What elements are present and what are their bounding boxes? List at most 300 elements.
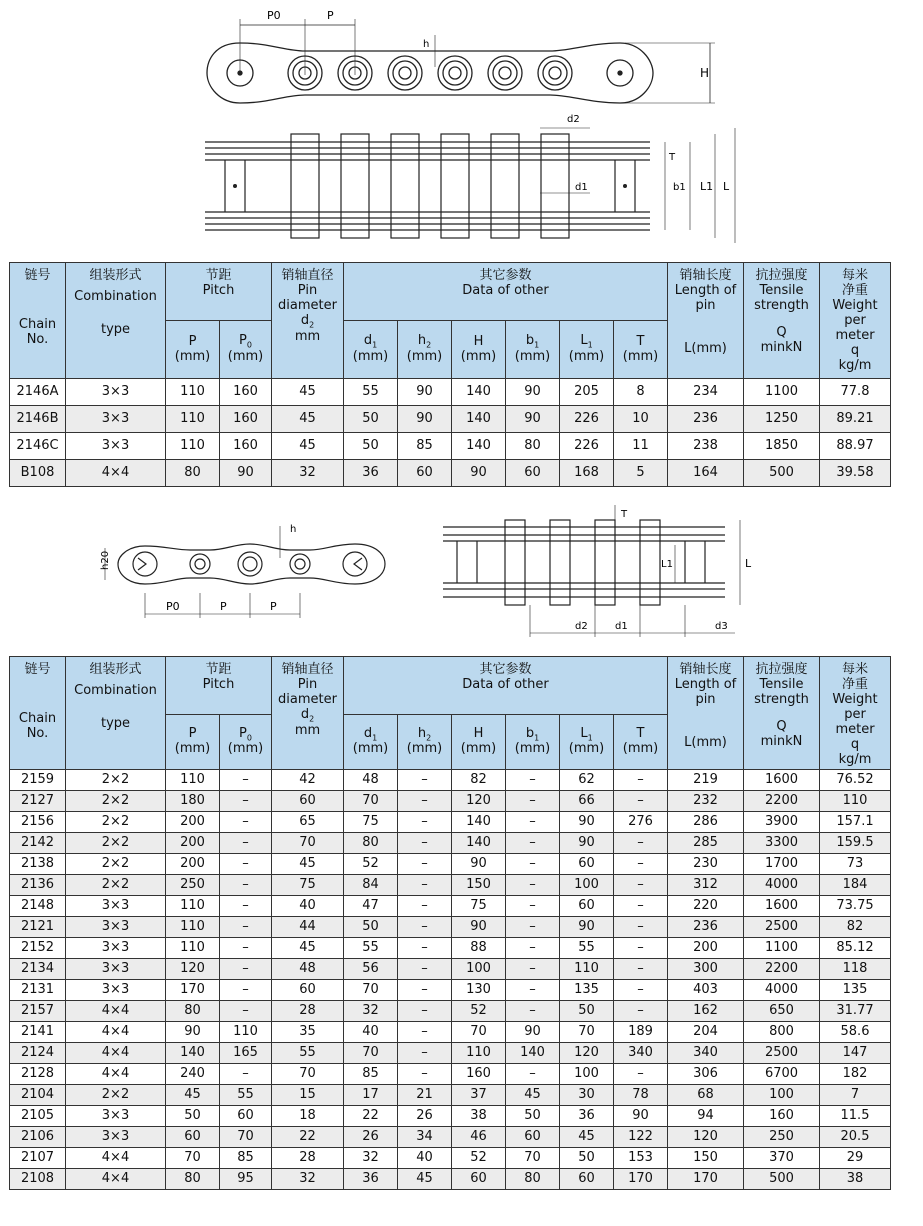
table-cell: 500 [744, 1169, 820, 1190]
table-cell: 80 [506, 1169, 560, 1190]
label-L-2: L [745, 557, 752, 570]
table-cell: – [506, 875, 560, 896]
table-cell: – [614, 980, 668, 1001]
table-cell: 80 [166, 460, 220, 487]
table-row [10, 791, 891, 812]
table-cell: 110 [166, 770, 220, 791]
table-cell: 90 [452, 917, 506, 938]
table-cell: – [220, 770, 272, 791]
table-cell: 2×2 [66, 854, 166, 875]
table-cell: 3×3 [66, 917, 166, 938]
table-cell: – [220, 959, 272, 980]
table-cell: 58.6 [820, 1022, 891, 1043]
header-combination: 组装形式 Combination type [66, 263, 166, 379]
table-row [10, 406, 891, 433]
table-row [10, 917, 891, 938]
table-cell: 42 [272, 770, 344, 791]
table-row [10, 959, 891, 980]
table-cell: 45 [506, 1085, 560, 1106]
label-h20: h20 [100, 550, 111, 570]
table-cell: 2×2 [66, 770, 166, 791]
table-cell: 184 [820, 875, 891, 896]
table-cell: 147 [820, 1043, 891, 1064]
table-cell: 82 [452, 770, 506, 791]
table-cell: 48 [344, 770, 398, 791]
table-cell: – [506, 812, 560, 833]
label-h-2: h [290, 524, 297, 535]
table-cell: 70 [506, 1148, 560, 1169]
table-cell: 45 [272, 938, 344, 959]
table-cell: 2136 [10, 875, 66, 896]
header-h2: $h_2$ (mm) [398, 321, 452, 379]
table-cell: 3×3 [66, 1106, 166, 1127]
table-row [10, 896, 891, 917]
table-cell: 3×3 [66, 1127, 166, 1148]
table-cell: 52 [344, 854, 398, 875]
table-cell: 240 [166, 1064, 220, 1085]
table-cell: – [506, 959, 560, 980]
table-cell: 30 [560, 1085, 614, 1106]
table-cell: 90 [452, 854, 506, 875]
table-cell: 650 [744, 1001, 820, 1022]
table-cell: 32 [272, 1169, 344, 1190]
header-pin-length: 销轴长度 Length of pin L(mm) [668, 657, 744, 770]
table-cell: – [398, 875, 452, 896]
table-cell: 2×2 [66, 875, 166, 896]
table-cell: 110 [220, 1022, 272, 1043]
table-cell: 340 [614, 1043, 668, 1064]
table-cell: 140 [452, 379, 506, 406]
table-cell: 26 [344, 1127, 398, 1148]
table-cell: 2146C [10, 433, 66, 460]
table-cell: 2106 [10, 1127, 66, 1148]
table-cell: – [614, 833, 668, 854]
table-cell: 2157 [10, 1001, 66, 1022]
table-cell: 157.1 [820, 812, 891, 833]
table-cell: – [614, 770, 668, 791]
table-cell: 77.8 [820, 379, 891, 406]
table-cell: 90 [560, 917, 614, 938]
table-cell: – [506, 770, 560, 791]
table-cell: 3×3 [66, 406, 166, 433]
table-cell: 2200 [744, 791, 820, 812]
table-cell: 200 [166, 854, 220, 875]
table-cell: 73.75 [820, 896, 891, 917]
table-cell: 90 [506, 379, 560, 406]
table-row [10, 833, 891, 854]
header-weight: 每米 净重 Weight per meter q kg/m [820, 657, 891, 770]
table-cell: 120 [668, 1127, 744, 1148]
table-cell: 39.58 [820, 460, 891, 487]
table-cell: 88.97 [820, 433, 891, 460]
table-cell: 500 [744, 460, 820, 487]
table-cell: 2×2 [66, 812, 166, 833]
table-cell: 52 [452, 1148, 506, 1169]
table-cell: 38 [820, 1169, 891, 1190]
table-cell: – [614, 791, 668, 812]
header-H: H (mm) [452, 321, 506, 379]
label-d1-2: d1 [615, 621, 628, 632]
table-cell: 70 [452, 1022, 506, 1043]
table-cell: 130 [452, 980, 506, 1001]
table-cell: 1100 [744, 379, 820, 406]
table-cell: 47 [344, 896, 398, 917]
label-p: P [327, 9, 334, 22]
table-cell: 70 [220, 1127, 272, 1148]
table-cell: 170 [614, 1169, 668, 1190]
table-cell: 56 [344, 959, 398, 980]
table-cell: 150 [668, 1148, 744, 1169]
table-cell: 31.77 [820, 1001, 891, 1022]
table-cell: 200 [668, 938, 744, 959]
table-cell: 90 [452, 460, 506, 487]
table-row [10, 854, 891, 875]
header-pitch: 节距 Pitch [166, 657, 272, 715]
table-cell: 52 [452, 1001, 506, 1022]
table-cell: 40 [398, 1148, 452, 1169]
table-cell: 276 [614, 812, 668, 833]
table-cell: 45 [272, 854, 344, 875]
table-cell: 75 [272, 875, 344, 896]
table-cell: – [614, 896, 668, 917]
table-cell: 66 [560, 791, 614, 812]
table-cell: 60 [166, 1127, 220, 1148]
table-cell: 234 [668, 379, 744, 406]
table-cell: 32 [272, 460, 344, 487]
table-cell: 50 [506, 1106, 560, 1127]
table-cell: – [220, 854, 272, 875]
table-cell: 45 [398, 1169, 452, 1190]
table-cell: 36 [344, 1169, 398, 1190]
header-h2: $h_2$ (mm) [398, 715, 452, 770]
table-cell: 2159 [10, 770, 66, 791]
header-chain-no: 链号 Chain No. [10, 263, 66, 379]
table-cell: – [398, 1043, 452, 1064]
table-cell: 22 [272, 1127, 344, 1148]
table-cell: 160 [452, 1064, 506, 1085]
table-cell: 2134 [10, 959, 66, 980]
table-cell: 7 [820, 1085, 891, 1106]
table-cell: 90 [398, 379, 452, 406]
table-cell: 46 [452, 1127, 506, 1148]
table-cell: 110 [166, 406, 220, 433]
table-cell: 55 [344, 938, 398, 959]
table-cell: 50 [166, 1106, 220, 1127]
header-H: H (mm) [452, 715, 506, 770]
table-cell: – [220, 875, 272, 896]
table-cell: – [614, 917, 668, 938]
table-cell: 70 [166, 1148, 220, 1169]
table-cell: 2×2 [66, 833, 166, 854]
header-p0: $P_0$ (mm) [220, 321, 272, 379]
table-cell: 76.52 [820, 770, 891, 791]
table-cell: 48 [272, 959, 344, 980]
table-cell: – [506, 833, 560, 854]
table-cell: 2108 [10, 1169, 66, 1190]
table-cell: 189 [614, 1022, 668, 1043]
label-d2-2: d2 [575, 621, 588, 632]
table-cell: 170 [668, 1169, 744, 1190]
table-cell: – [614, 875, 668, 896]
table-cell: 1250 [744, 406, 820, 433]
table-cell: 160 [744, 1106, 820, 1127]
table-cell: 80 [344, 833, 398, 854]
table-cell: 50 [560, 1001, 614, 1022]
table-cell: – [398, 1064, 452, 1085]
label-p0-2: P0 [166, 600, 180, 613]
header-L1: $L_1$ (mm) [560, 321, 614, 379]
table-cell: – [614, 938, 668, 959]
table-cell: 35 [272, 1022, 344, 1043]
table-row [10, 379, 891, 406]
table-row [10, 1001, 891, 1022]
table-cell: 3300 [744, 833, 820, 854]
table-cell: 2127 [10, 791, 66, 812]
table-cell: – [220, 896, 272, 917]
table-cell: 60 [506, 460, 560, 487]
table-cell: 70 [560, 1022, 614, 1043]
table-cell: 1700 [744, 854, 820, 875]
table-cell: – [220, 917, 272, 938]
table-cell: – [506, 917, 560, 938]
table-cell: 45 [272, 433, 344, 460]
table-row [10, 1148, 891, 1169]
table-cell: 80 [166, 1169, 220, 1190]
table-cell: 110 [560, 959, 614, 980]
table-cell: 140 [166, 1043, 220, 1064]
table-cell: 11.5 [820, 1106, 891, 1127]
table-cell: 168 [560, 460, 614, 487]
table-cell: 110 [166, 433, 220, 460]
table-cell: 238 [668, 433, 744, 460]
table-cell: 2500 [744, 917, 820, 938]
table-cell: 150 [452, 875, 506, 896]
table-row [10, 770, 891, 791]
table-cell: 219 [668, 770, 744, 791]
table-cell: 75 [344, 812, 398, 833]
table-cell: 180 [166, 791, 220, 812]
table-cell: 120 [166, 959, 220, 980]
table-row [10, 875, 891, 896]
header-pitch: 节距 Pitch [166, 263, 272, 321]
header-L1: $L_1$ (mm) [560, 715, 614, 770]
table-cell: 120 [560, 1043, 614, 1064]
header-pin-diameter: 销轴直径 Pin diameter $d_2$ mm [272, 657, 344, 770]
table-cell: 306 [668, 1064, 744, 1085]
header-pin-length: 销轴长度 Length of pin L(mm) [668, 263, 744, 379]
table-cell: 37 [452, 1085, 506, 1106]
table-cell: – [398, 917, 452, 938]
header-d1: $d_1$ (mm) [344, 321, 398, 379]
table-cell: 20.5 [820, 1127, 891, 1148]
table-cell: – [220, 833, 272, 854]
table-cell: 285 [668, 833, 744, 854]
header-tensile: 抗拉强度 Tensile strength Q minkN [744, 263, 820, 379]
table-cell: 75 [452, 896, 506, 917]
table-cell: – [398, 896, 452, 917]
table-cell: 800 [744, 1022, 820, 1043]
label-L: L [723, 180, 730, 193]
table-cell: 182 [820, 1064, 891, 1085]
table-cell: 36 [344, 460, 398, 487]
table-cell: 2×2 [66, 791, 166, 812]
table-cell: 4000 [744, 980, 820, 1001]
table-cell: 2131 [10, 980, 66, 1001]
table-cell: 230 [668, 854, 744, 875]
table-cell: – [506, 980, 560, 1001]
table-cell: 90 [166, 1022, 220, 1043]
table-row [10, 812, 891, 833]
table-cell: 312 [668, 875, 744, 896]
header-T: T (mm) [614, 321, 668, 379]
table-row [10, 980, 891, 1001]
table-row [10, 1127, 891, 1148]
table-cell: 205 [560, 379, 614, 406]
table-cell: 28 [272, 1001, 344, 1022]
table-cell: 236 [668, 917, 744, 938]
table-row [10, 1106, 891, 1127]
table-cell: 286 [668, 812, 744, 833]
label-p-2b: P [270, 600, 277, 613]
table-cell: 2107 [10, 1148, 66, 1169]
table-cell: – [398, 791, 452, 812]
table-cell: 370 [744, 1148, 820, 1169]
table-cell: 200 [166, 812, 220, 833]
table-cell: 140 [506, 1043, 560, 1064]
table-cell: – [614, 854, 668, 875]
table-cell: 2×2 [66, 1085, 166, 1106]
table-cell: 226 [560, 406, 614, 433]
table-cell: 110 [166, 379, 220, 406]
table-cell: 10 [614, 406, 668, 433]
table-cell: 95 [220, 1169, 272, 1190]
table-cell: 21 [398, 1085, 452, 1106]
table-cell: 60 [220, 1106, 272, 1127]
header-b1: $b_1$ (mm) [506, 715, 560, 770]
table-cell: – [614, 959, 668, 980]
table-cell: 55 [272, 1043, 344, 1064]
table-cell: 3×3 [66, 980, 166, 1001]
table-cell: 90 [220, 460, 272, 487]
table-cell: 29 [820, 1148, 891, 1169]
chain-top-view-diagram-2 [435, 505, 765, 645]
table-cell: – [220, 1064, 272, 1085]
table1-body [10, 379, 891, 487]
table-cell: 15 [272, 1085, 344, 1106]
table-cell: 40 [272, 896, 344, 917]
table-cell: 90 [398, 406, 452, 433]
table-cell: 204 [668, 1022, 744, 1043]
table-cell: 140 [452, 833, 506, 854]
table-cell: 45 [272, 379, 344, 406]
table-cell: 5 [614, 460, 668, 487]
table-cell: 300 [668, 959, 744, 980]
table-cell: – [398, 959, 452, 980]
table-cell: – [506, 938, 560, 959]
header-combination: 组装形式 Combination type [66, 657, 166, 770]
table-cell: 159.5 [820, 833, 891, 854]
table-cell: B108 [10, 460, 66, 487]
table-cell: 60 [452, 1169, 506, 1190]
chain-top-view-diagram-1 [195, 108, 755, 248]
label-L1-2: L1 [661, 559, 673, 570]
table-cell: 45 [166, 1085, 220, 1106]
table-cell: 165 [220, 1043, 272, 1064]
table-cell: 60 [272, 791, 344, 812]
table-cell: 2124 [10, 1043, 66, 1064]
table-cell: 88 [452, 938, 506, 959]
table-cell: 45 [560, 1127, 614, 1148]
chain-spec-table-2 [9, 656, 891, 1190]
table-cell: 85 [398, 433, 452, 460]
table-cell: 70 [344, 1043, 398, 1064]
table-cell: 6700 [744, 1064, 820, 1085]
label-h: h [423, 39, 430, 50]
table-cell: 3900 [744, 812, 820, 833]
table-cell: 32 [344, 1001, 398, 1022]
table-cell: 8 [614, 379, 668, 406]
table-cell: 220 [668, 896, 744, 917]
table-cell: 26 [398, 1106, 452, 1127]
table-row [10, 938, 891, 959]
table-cell: 62 [560, 770, 614, 791]
header-chain-no: 链号 Chain No. [10, 657, 66, 770]
table-cell: 110 [166, 896, 220, 917]
table-cell: 3×3 [66, 896, 166, 917]
table-cell: 232 [668, 791, 744, 812]
table-cell: – [220, 938, 272, 959]
table-cell: 50 [560, 1148, 614, 1169]
table-cell: – [506, 1001, 560, 1022]
table-cell: 3×3 [66, 433, 166, 460]
table-cell: 68 [668, 1085, 744, 1106]
table-cell: 34 [398, 1127, 452, 1148]
label-T: T [669, 152, 676, 163]
table-cell: 44 [272, 917, 344, 938]
label-T-2: T [621, 509, 628, 520]
label-d3-2: d3 [715, 621, 728, 632]
header-p: P (mm) [166, 715, 220, 770]
table-cell: 55 [220, 1085, 272, 1106]
table-cell: 70 [272, 1064, 344, 1085]
table-cell: 140 [452, 406, 506, 433]
table-cell: 60 [398, 460, 452, 487]
table-cell: 100 [560, 1064, 614, 1085]
table-cell: 2146B [10, 406, 66, 433]
table-cell: 82 [820, 917, 891, 938]
table-cell: 140 [452, 812, 506, 833]
table-cell: 2156 [10, 812, 66, 833]
table-cell: 1100 [744, 938, 820, 959]
table-cell: – [398, 938, 452, 959]
chain-side-view-diagram-1 [195, 5, 755, 115]
table-cell: 340 [668, 1043, 744, 1064]
label-b1: b1 [673, 182, 686, 193]
table-cell: 2142 [10, 833, 66, 854]
label-p-2a: P [220, 600, 227, 613]
table-cell: 122 [614, 1127, 668, 1148]
table-cell: 40 [344, 1022, 398, 1043]
table-cell: 4×4 [66, 460, 166, 487]
table-cell: 90 [614, 1106, 668, 1127]
table-cell: – [506, 1064, 560, 1085]
table-cell: 55 [560, 938, 614, 959]
table-cell: 60 [272, 980, 344, 1001]
table-cell: – [398, 833, 452, 854]
table-row [10, 460, 891, 487]
header-other-data: 其它参数 Data of other [344, 263, 668, 321]
table-cell: 38 [452, 1106, 506, 1127]
